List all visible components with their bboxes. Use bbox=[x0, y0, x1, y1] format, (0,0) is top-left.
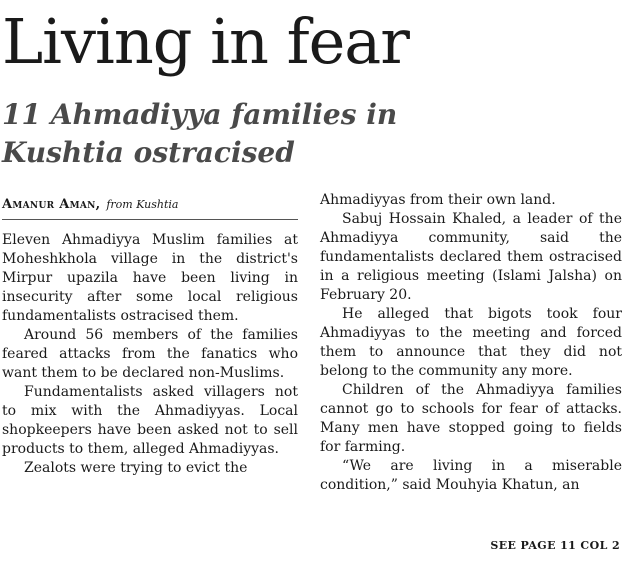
headline: Living in fear bbox=[2, 5, 409, 78]
byline bbox=[2, 196, 179, 213]
article-paragraph: “We are living in a miserable condition,” said Mouhyia Khatun, an bbox=[320, 458, 622, 493]
byline-location: from Kushtia bbox=[106, 198, 179, 211]
article-column-left bbox=[2, 231, 298, 478]
article-column-right bbox=[320, 191, 622, 495]
article-paragraph-continuation: Ahmadiyyas from their own land. bbox=[320, 192, 556, 208]
article-paragraph: Fundamentalists asked villagers not to mix with the Ahmadiyyas. Local shopkeepers have been asked not to sell products to them, alleged Ahmadiyyas. bbox=[2, 384, 298, 457]
byline-author: Amanur Aman, bbox=[2, 197, 101, 212]
article-paragraph: Children of the Ahmadiyya families cannot go to schools for fear of attacks. Many men have stopped going to fields for farming. bbox=[320, 382, 622, 455]
subheadline: 11 Ahmadiyya families in Kushtia ostracised bbox=[2, 98, 398, 169]
article-paragraph: Sabuj Hossain Khaled, a leader of the Ahmadiyya community, said the fundamentalists declared them ostracised in a religious meeting (Islami Jalsha) on February 20. bbox=[320, 211, 622, 303]
byline-divider bbox=[2, 219, 298, 220]
article-paragraph: Eleven Ahmadiyya Muslim families at Moheshkhola village in the district's Mirpur upazila have been living in insecurity after some local religious fundamentalists ostracised them. bbox=[2, 232, 298, 324]
article-paragraph: Around 56 members of the families feared attacks from the fanatics who want them to be declared non-Muslims. bbox=[2, 327, 298, 381]
article-paragraph-continued: Zealots were trying to evict the bbox=[24, 460, 248, 476]
continued-on-page-link[interactable]: SEE PAGE 11 COL 2 bbox=[490, 539, 620, 552]
article-paragraph: He alleged that bigots took four Ahmadiyyas to the meeting and forced them to announce that they did not belong to the community any more. bbox=[320, 306, 622, 379]
